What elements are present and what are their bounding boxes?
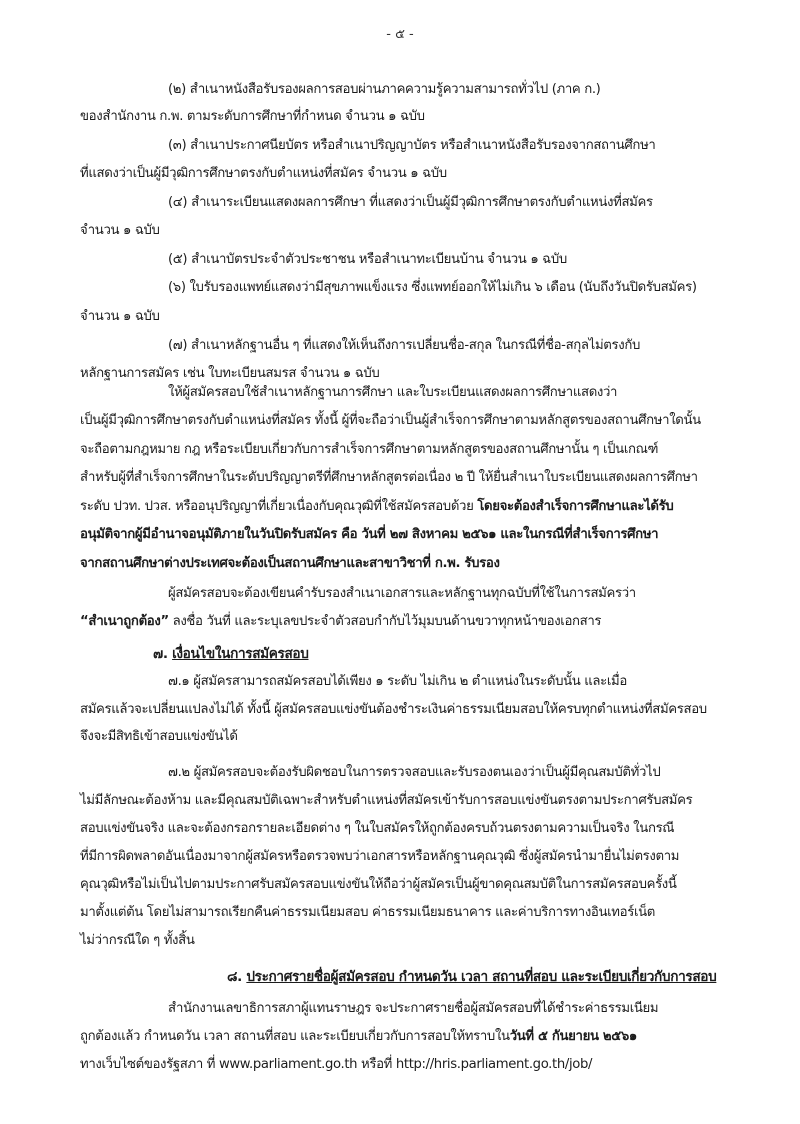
item-3-line-2: ที่แสดงว่าเป็นผู้มีวุฒิการศึกษาตรงกับตำแหน่งที่สมัคร จำนวน ๑ ฉบับ [80, 166, 447, 181]
section-7-2-line-4: ที่มีการผิดพลาดอันเนื่องมาจากผู้สมัครหรือตรวจพบว่าเอกสารหรือหลักฐานคุณวุฒิ ซึ่งผู้สมัครนำมายื่นไม่ตรงตาม [80, 849, 680, 864]
item-2-line-2: ของสำนักงาน ก.พ. ตามระดับการศึกษาที่กำหนด จำนวน ๑ ฉบับ [80, 109, 425, 124]
certify-para-line-2 [80, 612, 601, 632]
education-para-line-2: เป็นผู้มีวุฒิการศึกษาตรงกับตำแหน่งที่สมัคร ทั้งนี้ ผู้ที่จะถือว่าเป็นผู้สำเร็จการศึกษาตามหลักสูตรของสถานศึกษาใดนั้น [80, 413, 701, 428]
section-7-2-line-3: สอบแข่งขันจริง และจะต้องกรอกรายละเอียดต่าง ๆ ในใบสมัครให้ถูกต้องครบถ้วนตรงตามความเป็นจริง ในกรณี [80, 821, 675, 836]
section-8-number: ๘. [227, 969, 247, 985]
item-3-line-1: (๓) สำเนาประกาศนียบัตร หรือสำเนาปริญญาบัตร หรือสำเนาหนังสือรับรองจากสถานศึกษา [168, 138, 656, 153]
section-7-1-line-1: ๗.๑ ผู้สมัครสามารถสมัครสอบได้เพียง ๑ ระดับ ไม่เกิน ๒ ตำแหน่งในระดับนั้น และเมื่อ [168, 674, 627, 689]
certify-para-line-2-normal: ลงชื่อ วันที่ และระบุเลขประจำตัวสอบกำกับไว้มุมบนด้านขวาทุกหน้าของเอกสาร [168, 614, 602, 629]
education-para-line-1: ให้ผู้สมัครสอบใช้สำเนาหลักฐานการศึกษา และใบระเบียนแสดงผลการศึกษาแสดงว่า [168, 385, 618, 400]
certify-phrase: “สำเนาถูกต้อง” [80, 614, 169, 629]
section-7-2-line-2: ไม่มีลักษณะต้องห้าม และมีคุณสมบัติเฉพาะสำหรับตำแหน่งที่สมัครเข้ารับการสอบแข่งขันตรงตามประกาศรับสมัคร [80, 793, 693, 808]
section-7-number: ๗. [153, 646, 173, 662]
section-8-line-3-mid: หรือที่ [357, 1057, 396, 1072]
parliament-website-link[interactable]: www.parliament.go.th [218, 1057, 358, 1072]
section-7-title: เงื่อนไขในการสมัครสอบ [172, 646, 309, 662]
section-8-heading [227, 967, 716, 987]
section-8-line-2-normal: ถูกต้องแล้ว กำหนดวัน เวลา สถานที่สอบ และระเบียบเกี่ยวกับการสอบให้ทราบใน [80, 1029, 510, 1044]
education-para-line-3: จะถือตามกฎหมาย กฎ หรือระเบียบเกี่ยวกับการสำเร็จการศึกษาตามหลักสูตรของสถานศึกษานั้น ๆ เป็นเกณฑ์ [80, 442, 659, 457]
announcement-date: วันที่ ๕ กันยายน ๒๕๖๑ [509, 1029, 637, 1044]
section-7-1-line-3: จึงจะมีสิทธิเข้าสอบแข่งขันได้ [80, 729, 238, 744]
certify-para-line-1: ผู้สมัครสอบจะต้องเขียนคำรับรองสำเนาเอกสารและหลักฐานทุกฉบับที่ใช้ในการสมัครว่า [168, 586, 636, 601]
item-7-line-1: (๗) สำเนาหลักฐานอื่น ๆ ที่แสดงให้เห็นถึงการเปลี่ยนชื่อ-สกุล ในกรณีที่ชื่อ-สกุลไม่ตรงกับ [168, 338, 640, 353]
hris-job-link[interactable]: http://hris.parliament.go.th/job/ [395, 1057, 593, 1072]
section-7-2-line-1: ๗.๒ ผู้สมัครสอบจะต้องรับผิดชอบในการตรวจสอบและรับรองตนเองว่าเป็นผู้มีคุณสมบัติทั่วไป [168, 765, 661, 780]
education-para-line-7: จากสถานศึกษาต่างประเทศจะต้องเป็นสถานศึกษาและสาขาวิชาที่ ก.พ. รับรอง [80, 556, 500, 571]
education-para-line-5-normal: ระดับ ปวท. ปวส. หรืออนุปริญญาที่เกี่ยวเนื่องกับคุณวุฒิที่ใช้สมัครสอบด้วย [80, 499, 478, 514]
section-8-title: ประกาศรายชื่อผู้สมัครสอบ กำหนดวัน เวลา สถานที่สอบ และระเบียบเกี่ยวกับการสอบ [246, 969, 717, 985]
page-number: - ๕ - [386, 27, 414, 42]
education-para-line-6: อนุมัติจากผู้มีอำนาจอนุมัติภายในวันปิดรับสมัคร คือ วันที่ ๒๗ สิงหาคม ๒๕๖๑ และในกรณีที่สำเร็จการศึกษา [80, 527, 659, 542]
item-7-line-2: หลักฐานการสมัคร เช่น ใบทะเบียนสมรส จำนวน ๑ ฉบับ [80, 366, 380, 381]
section-7-2-line-5: คุณวุฒิหรือไม่เป็นไปตามประกาศรับสมัครสอบแข่งขันให้ถือว่าผู้สมัครเป็นผู้ขาดคุณสมบัติในการสมัครสอบครั้งนี้ [80, 877, 677, 892]
item-2-line-1: (๒) สำเนาหนังสือรับรองผลการสอบผ่านภาคความรู้ความสามารถทั่วไป (ภาค ก.) [168, 82, 601, 97]
item-5-line-1: (๕) สำเนาบัตรประจำตัวประชาชน หรือสำเนาทะเบียนบ้าน จำนวน ๑ ฉบับ [168, 252, 567, 267]
item-4-line-1: (๔) สำเนาระเบียนแสดงผลการศึกษา ที่แสดงว่าเป็นผู้มีวุฒิการศึกษาตรงกับตำแหน่งที่สมัคร [168, 195, 653, 210]
section-8-line-1: สำนักงานเลขาธิการสภาผู้แทนราษฎร จะประกาศรายชื่อผู้สมัครสอบที่ได้ชำระค่าธรรมเนียม [168, 1001, 659, 1016]
item-4-line-2: จำนวน ๑ ฉบับ [80, 223, 160, 238]
section-8-line-2 [80, 1027, 637, 1047]
education-para-line-5 [80, 497, 673, 517]
section-8-line-3-prefix: ทางเว็บไซต์ของรัฐสภา ที่ [80, 1057, 219, 1072]
section-7-1-line-2: สมัครแล้วจะเปลี่ยนแปลงไม่ได้ ทั้งนี้ ผู้สมัครสอบแข่งขันต้องชำระเงินค่าธรรมเนียมสอบให้ครบทุกตำแหน่งที่สมัครสอบ [80, 702, 707, 717]
education-para-line-5-bold: โดยจะต้องสำเร็จการศึกษาและได้รับ [477, 499, 674, 514]
section-7-2-line-7: ไม่ว่ากรณีใด ๆ ทั้งสิ้น [80, 933, 195, 948]
education-para-line-4: สำหรับผู้ที่สำเร็จการศึกษาในระดับปริญญาตรีที่ศึกษาหลักสูตรต่อเนื่อง ๒ ปี ให้ยื่นสำเนาใบระเบียนแสดงผลการศึกษา [80, 470, 698, 485]
item-6-line-1: (๖) ใบรับรองแพทย์แสดงว่ามีสุขภาพแข็งแรง ซึ่งแพทย์ออกให้ไม่เกิน ๖ เดือน (นับถึงวันปิดรับสมัคร) [168, 280, 697, 295]
section-7-heading [153, 644, 309, 664]
section-7-2-line-6: มาตั้งแต่ต้น โดยไม่สามารถเรียกคืนค่าธรรมเนียมสอบ ค่าธรรมเนียมธนาคาร และค่าบริการทางอินเทอร์เน็ต [80, 905, 655, 920]
item-6-line-2: จำนวน ๑ ฉบับ [80, 309, 160, 324]
section-8-line-3 [80, 1055, 592, 1075]
